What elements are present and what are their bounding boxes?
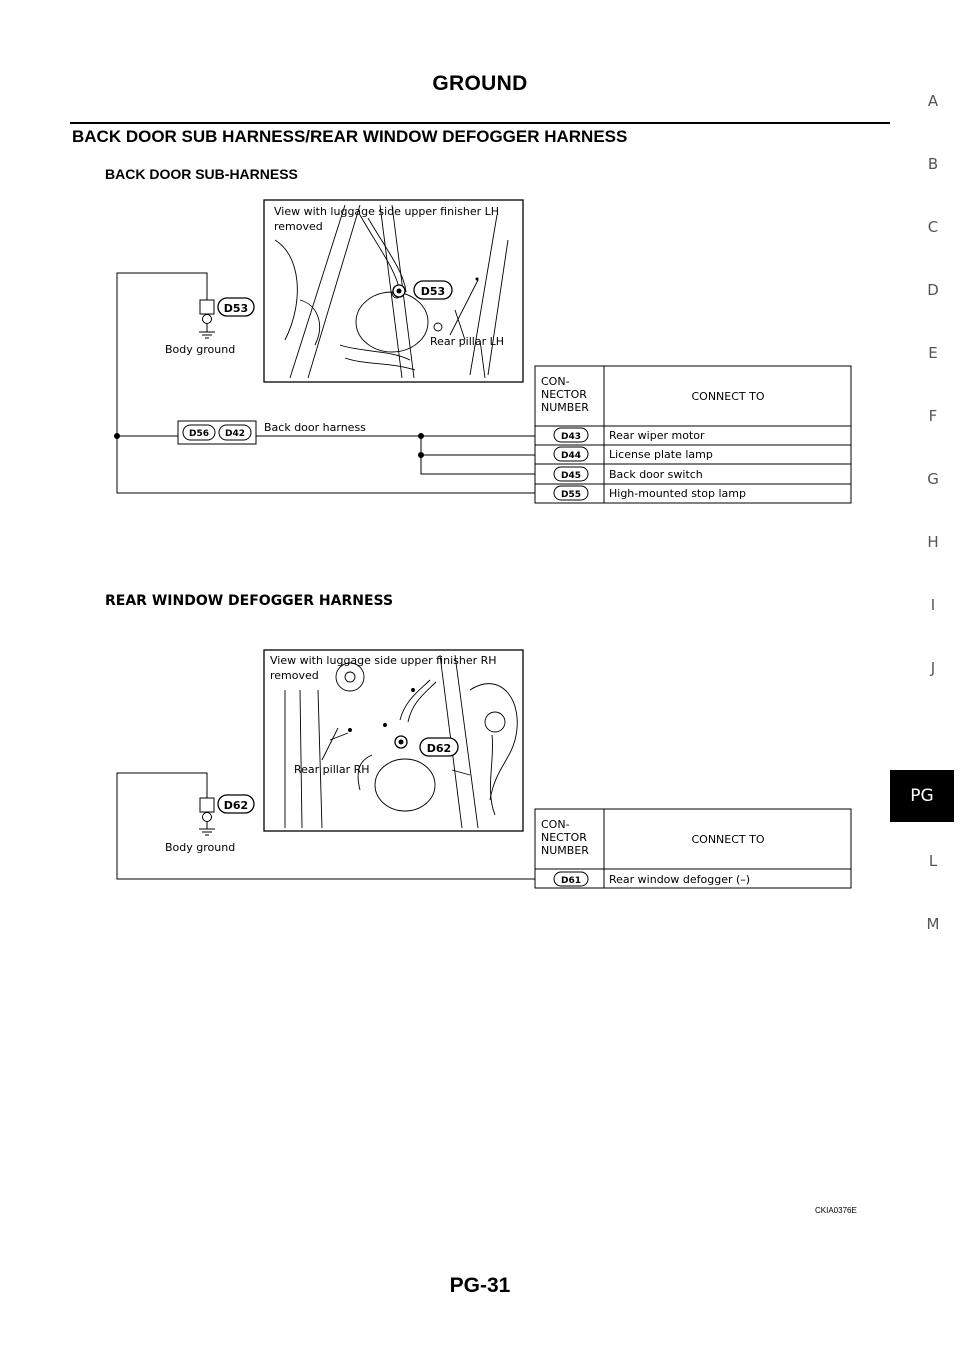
view-connector-label: D53 — [420, 285, 446, 298]
index-tab-i[interactable]: I — [930, 596, 936, 614]
junction-dot — [114, 433, 120, 439]
view-connector-label: D62 — [426, 742, 452, 755]
table-row-connector: D55 — [561, 490, 581, 500]
table-header-number: NECTOR — [541, 388, 587, 401]
connector-table-1 — [535, 366, 851, 503]
table-header-connect-to: CONNECT TO — [691, 833, 765, 846]
index-tab-f[interactable]: F — [928, 407, 938, 425]
ground-connector-label: D53 — [223, 302, 249, 315]
body-ground-symbol — [199, 300, 215, 338]
page-number: PG-31 — [449, 1274, 511, 1297]
table-row-connect-to: Rear wiper motor — [609, 429, 705, 442]
harness-label: Back door harness — [264, 421, 366, 434]
ground-label: Body ground — [165, 343, 236, 356]
table-row-connector: D45 — [561, 471, 581, 481]
figure-code: CKIA0376E — [815, 1206, 857, 1215]
view-caption-line-1: View with luggage side upper finisher RH — [270, 654, 497, 667]
index-tab-l[interactable]: L — [928, 852, 938, 870]
table-row-connector: D61 — [561, 876, 581, 886]
index-tab-m[interactable]: M — [926, 915, 940, 933]
view-caption-line-2: removed — [270, 669, 319, 682]
index-tab-h[interactable]: H — [927, 533, 939, 551]
ground-connector-label: D62 — [223, 799, 249, 812]
table-row-connect-to: License plate lamp — [609, 448, 713, 461]
table-header-number: NUMBER — [541, 401, 589, 414]
luggage-view-rh — [264, 650, 523, 831]
index-tab-pg[interactable]: PG — [890, 770, 954, 822]
table-row-connect-to: Back door switch — [609, 468, 703, 481]
index-tab-g[interactable]: G — [927, 470, 939, 488]
table-header-number: NUMBER — [541, 844, 589, 857]
index-tab-e[interactable]: E — [928, 344, 938, 362]
section-title: BACK DOOR SUB HARNESS/REAR WINDOW DEFOGGER HARNESS — [72, 127, 628, 146]
pillar-label: Rear pillar RH — [294, 763, 370, 776]
table-header-number: NECTOR — [541, 831, 587, 844]
connector-table-2 — [535, 809, 851, 888]
page-title: GROUND — [432, 72, 528, 95]
inline-connector-label: D42 — [225, 429, 245, 439]
table-row-connect-to: Rear window defogger (–) — [609, 873, 751, 886]
diagram1-subtitle: BACK DOOR SUB-HARNESS — [105, 166, 298, 182]
table-header-number: CON- — [541, 375, 570, 388]
table-row-connector: D44 — [561, 451, 581, 461]
index-tab-c[interactable]: C — [927, 218, 939, 236]
index-tab-d[interactable]: D — [927, 281, 939, 299]
index-tab-j[interactable]: J — [930, 659, 936, 677]
table-header-connect-to: CONNECT TO — [691, 390, 765, 403]
table-header-number: CON- — [541, 818, 570, 831]
table-row-connect-to: High-mounted stop lamp — [609, 487, 746, 500]
view-caption-line-1: View with luggage side upper finisher LH — [274, 205, 500, 218]
index-tab-b[interactable]: B — [927, 155, 939, 173]
diagram2-subtitle: REAR WINDOW DEFOGGER HARNESS — [105, 593, 394, 609]
body-ground-symbol — [199, 798, 215, 835]
pillar-label: Rear pillar LH — [430, 335, 504, 348]
junction-dot — [418, 433, 424, 439]
table-row-connector: D43 — [561, 432, 581, 442]
inline-connector-label: D56 — [189, 429, 209, 439]
index-tab-a[interactable]: A — [927, 92, 939, 110]
ground-label: Body ground — [165, 841, 236, 854]
luggage-view-lh — [264, 200, 523, 382]
junction-dot — [418, 452, 424, 458]
view-caption-line-2: removed — [274, 220, 323, 233]
